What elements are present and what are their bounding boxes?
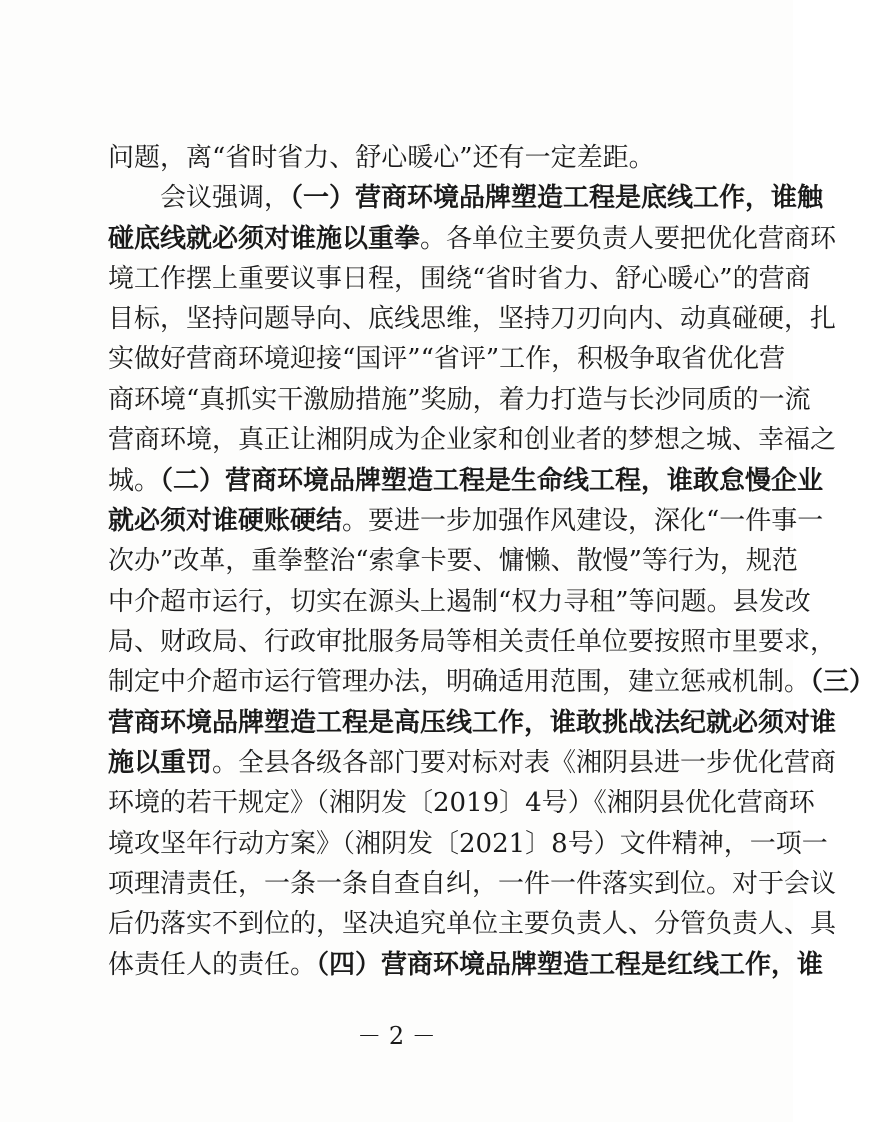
text-line (108, 864, 837, 904)
text-line (108, 703, 837, 743)
text-line (108, 259, 811, 299)
text-line (108, 904, 837, 944)
text-line (108, 461, 824, 501)
bold-text-segment: （四）营商环境品牌塑造工程是红线工作，谁 (316, 950, 824, 980)
text-segment: 境工作摆上重要议事日程，围绕“省时省力、舒心暖心”的营商 (108, 264, 811, 294)
text-segment: 境攻坚年行动方案》（湘阴发〔2021〕8号）文件精神，一项一 (108, 829, 828, 859)
text-line (108, 380, 811, 420)
bold-text-segment: （二）营商环境品牌塑造工程是生命线工程，谁敢怠慢企业 (160, 466, 824, 496)
bold-text-segment: 碰底线就必须对谁施以重拳 (108, 224, 421, 254)
text-segment: 营商环境，真正让湘阴成为企业家和创业者的梦想之城、幸福之 (108, 425, 837, 455)
text-segment: 中介超市运行，切实在源头上遏制“权力寻租”等问题。县发改 (108, 587, 811, 617)
text-line (108, 299, 837, 339)
bold-text-segment: （一）营商环境品牌塑造工程是底线工作，谁触 (290, 183, 824, 213)
text-segment: 项理清责任，一条一条自查自纠，一件一件落实到位。对于会议 (108, 869, 837, 899)
text-line (108, 824, 828, 864)
text-segment: 。要进一步加强作风建设，深化“一件事一 (342, 506, 824, 536)
text-segment: 会议强调， (160, 183, 291, 213)
text-line (108, 662, 875, 702)
text-line (108, 622, 837, 662)
text-line (108, 501, 824, 541)
text-line (108, 138, 688, 178)
text-line (108, 743, 837, 783)
text-segment: 局、财政局、行政审批服务局等相关责任单位要按照市里要求， (108, 627, 837, 657)
page-number: － 2 － (357, 1022, 436, 1050)
text-segment: 目标，坚持问题导向、底线思维，坚持刀刃向内、动真碰硬，扎 (108, 304, 837, 334)
text-segment: 。全县各级各部门要对标对表《湘阴县进一步优化营商 (212, 748, 837, 778)
bold-text-segment: （三） (810, 667, 875, 697)
bold-text-segment: 施以重罚 (108, 748, 213, 778)
text-segment: 商环境“真抓实干激励措施”奖励，着力打造与长沙同质的一流 (108, 385, 811, 415)
bold-text-segment: 就必须对谁硬账硬结 (108, 506, 343, 536)
text-line (108, 420, 837, 460)
text-segment: 制定中介超市运行管理办法，明确适用范围，建立惩戒机制。 (108, 667, 811, 697)
text-segment: 。各单位主要负责人要把优化营商环 (420, 224, 837, 254)
text-segment: 体责任人的责任。 (108, 950, 317, 980)
text-segment: 环境的若干规定》（湘阴发〔2019〕4号）《湘阴县优化营商环 (108, 788, 815, 818)
text-line (108, 582, 811, 622)
text-line (108, 945, 824, 985)
text-segment: 次办”改革，重拳整治“索拿卡要、慵懒、散慢”等行为，规范 (108, 546, 798, 576)
text-segment: 城。 (108, 466, 161, 496)
bold-text-segment: 营商环境品牌塑造工程是高压线工作，谁敢挑战法纪就必须对谁 (108, 708, 837, 738)
text-line (108, 541, 798, 581)
text-segment: 实做好营商环境迎接“国评”“省评”工作，积极争取省优化营 (108, 344, 786, 374)
text-line (160, 178, 824, 218)
text-line (108, 219, 837, 259)
text-line (108, 339, 786, 379)
text-segment: 问题，离“省时省力、舒心暖心”还有一定差距。 (108, 143, 655, 173)
text-line (108, 783, 815, 823)
text-segment: 后仍落实不到位的，坚决追究单位主要负责人、分管负责人、具 (108, 909, 837, 939)
